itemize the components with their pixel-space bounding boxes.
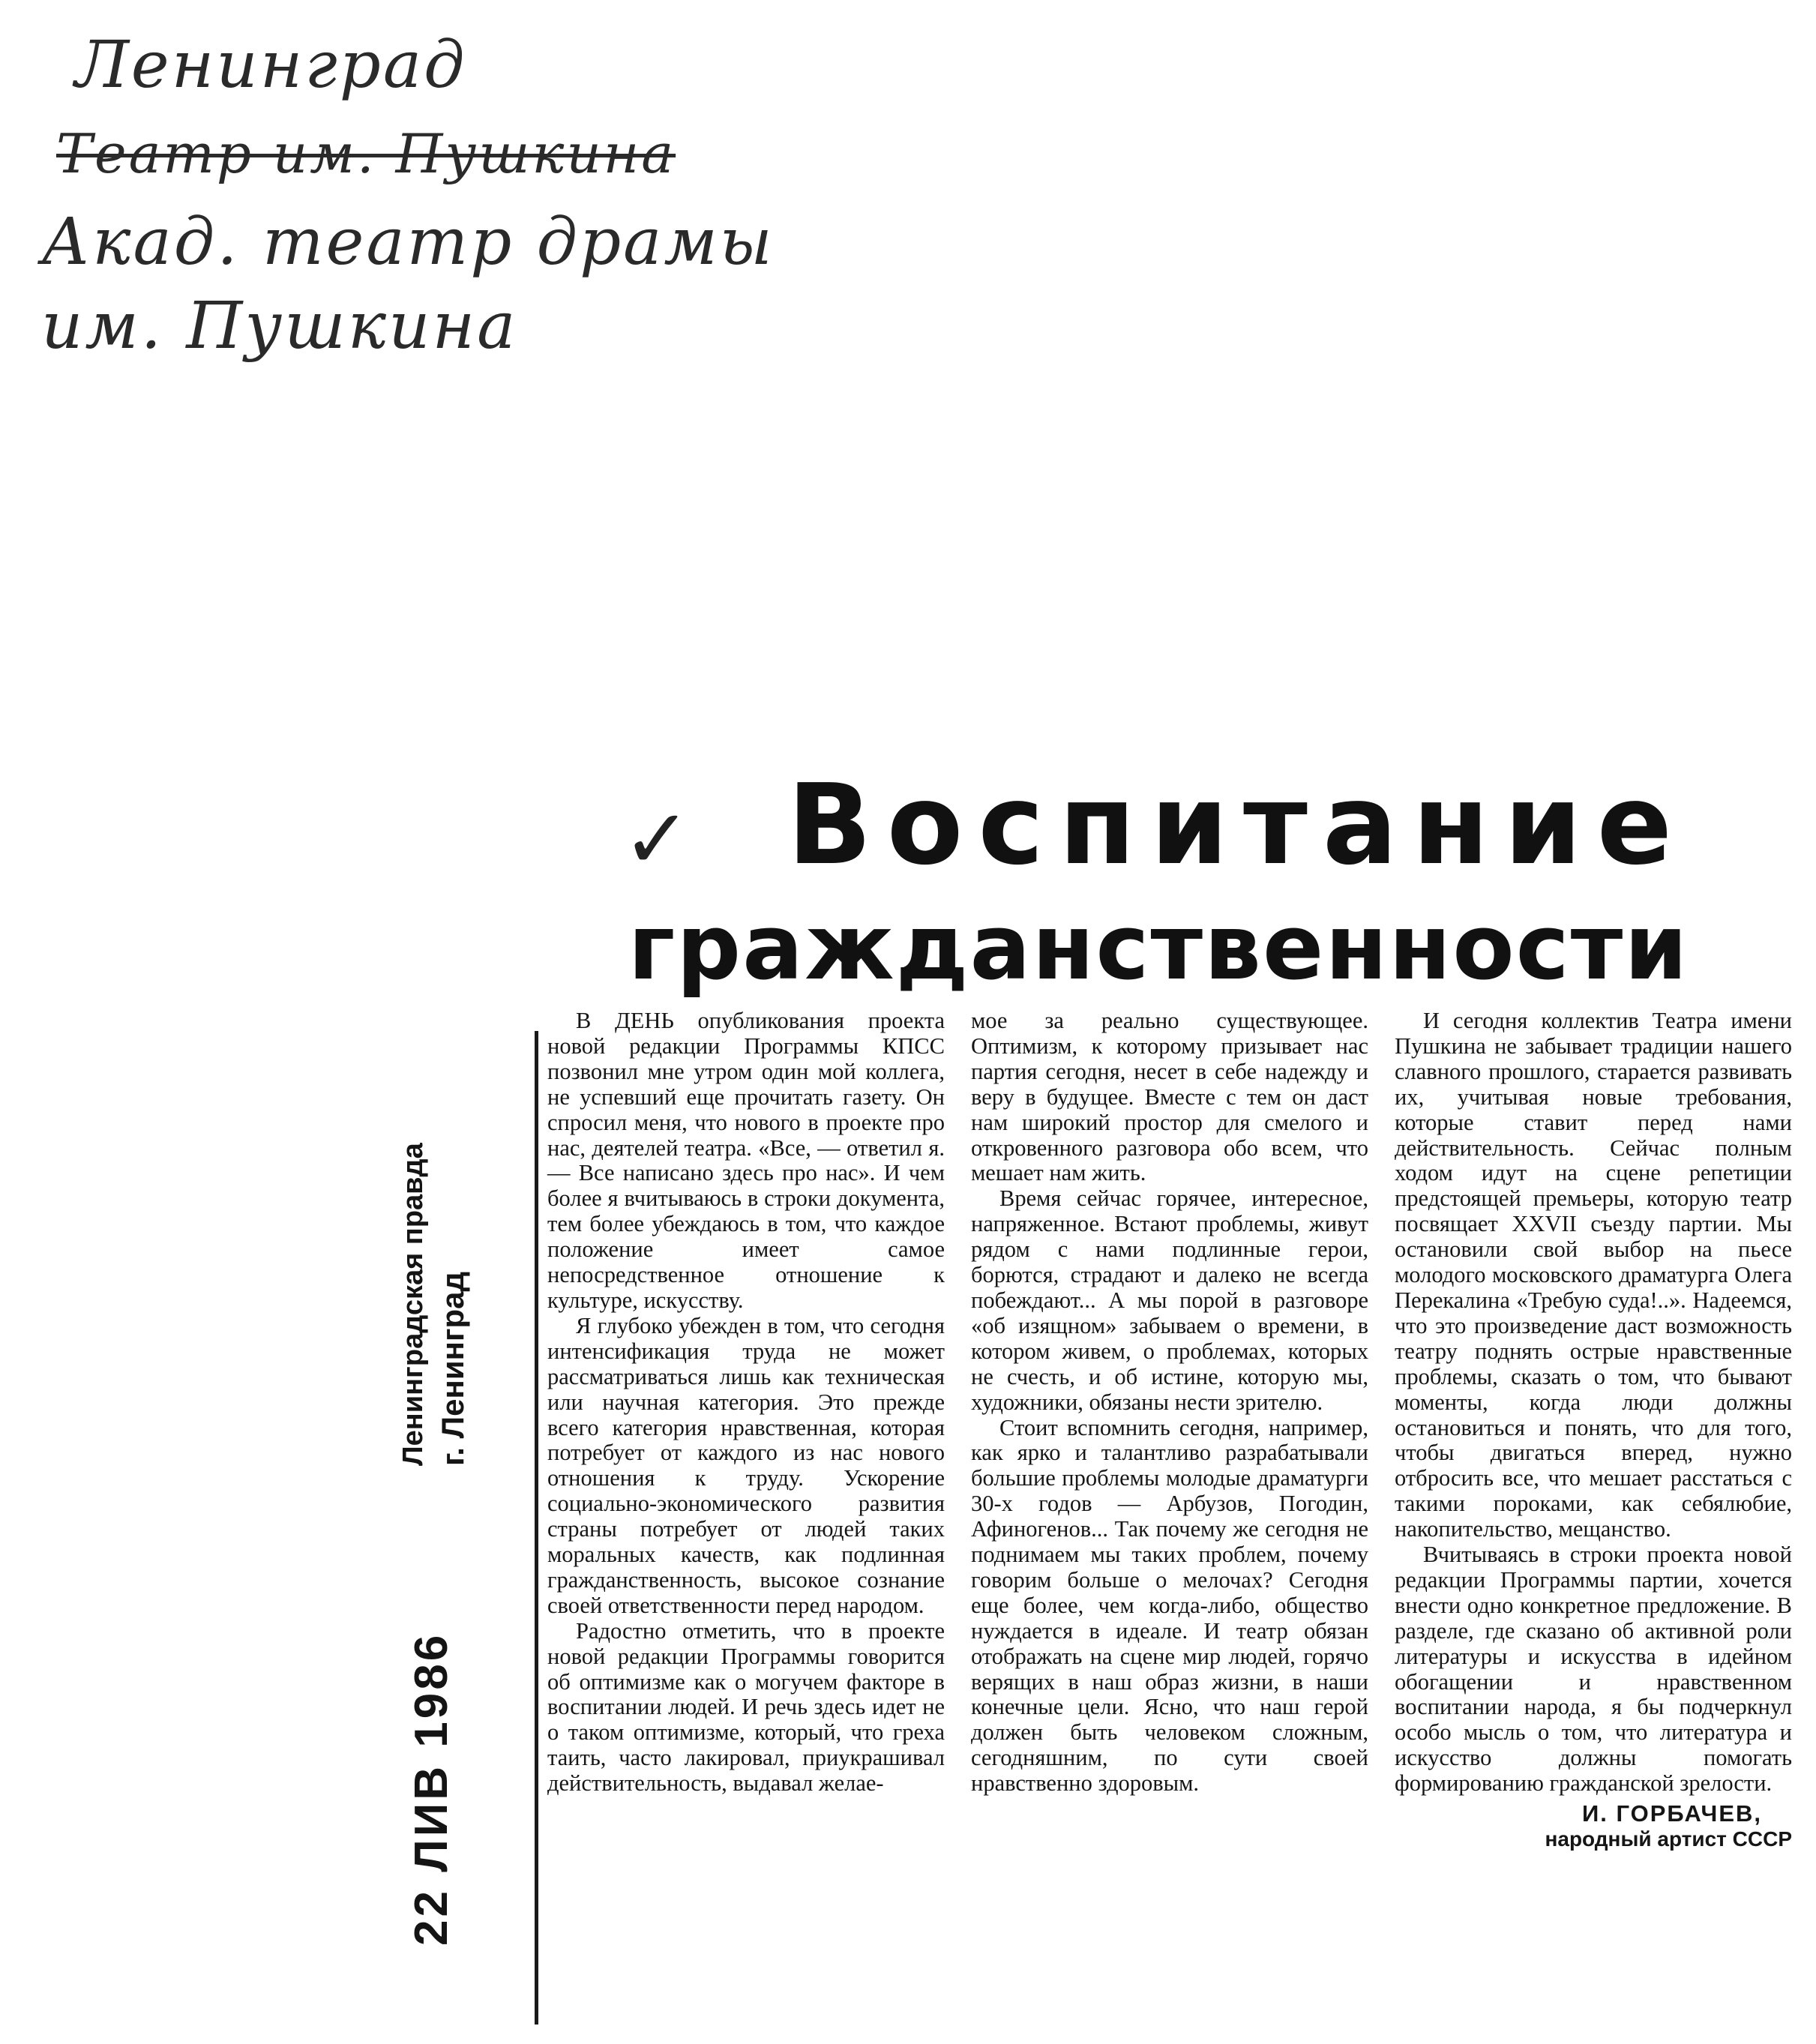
note-struck-line: Театр им. Пушкина: [56, 122, 676, 185]
paragraph: И сегодня коллектив Театра имени Пушкина не забывает традиции нашего славного прошлого, старается развивать их, учитывая новые требования, которые ставит перед нами действительность. Сейчас полным ходом идут на сцене репетиции предстоящей премьеры, которую театр посвящает XXVII съезду партии. Мы остановили свой выбор на пьесе молодого московского драматурга Олега Перекалина «Требую суда!..». Надеемся, что это произведение даст возможность театру поднять острые нравственные проблемы, сказать о том, что бывают моменты, когда люди должны остановиться и понять, что для того, чтобы двигаться вперед, нужно отбросить все, что мешает расстаться с такими пороками, как себялюбие, накопительство, мещанство.: [1395, 1008, 1792, 1542]
paragraph: мое за реально существующее. Оптимизм, к которому призывает нас партия сегодня, несет в себе надежду и веру в будущее. Вместе с тем он даст нам широкий простор для смелого и откровенного разговора обо всем, что мешает нам жить.: [971, 1008, 1368, 1186]
handwritten-archive-note: [41, 21, 775, 370]
article-column-2: [971, 1009, 1368, 1797]
column-rule: [535, 1031, 538, 2025]
stamp-date: 22 ЛИВ 1986: [406, 1632, 457, 1946]
paragraph: Время сейчас горячее, интересное, напряженное. Встают проблемы, живут рядом с нами подлинные герои, борются, страдают и далеко не всегда побеждают... А мы порой в разговоре «об изящном» забываем о времени, в котором живем, о проблемах, которых не счесть, и об истине, которую мы, художники, обязаны нести зрителю.: [971, 1185, 1368, 1415]
paragraph: Я глубоко убежден в том, что сегодня интенсификация труда не может рассматриваться лишь как техническая или научная категория. Это прежде всего категория нравственная, которая потребует от каждого из нас нового отношения к труду. Ускорение социально-экономического развития страны потребует от людей таких моральных качеств, как подлинная гражданственность, высокое сознание своей ответственности перед народом.: [547, 1312, 945, 1618]
article-body: [547, 1009, 1792, 2036]
article-column-3: [1395, 1009, 1792, 1852]
stamp-city: г. Ленинград: [435, 1271, 470, 1466]
clipping-date-stamp: [390, 1110, 510, 1957]
headline-line-1: Воспитание: [787, 760, 1688, 889]
note-city: Ленинград: [75, 28, 467, 103]
paragraph: Вчитываясь в строки проекта новой редакции Программы партии, хочется внести одно конкретное предложение. В разделе, где сказано об активной роли литературы и искусства в идейном обогащении и нравственном воспитании народа, я бы подчеркнул особо мысль о том, что литература и искусство должны помогать формированию гражданской зрелости.: [1395, 1542, 1792, 1797]
paragraph: Радостно отметить, что в проекте новой редакции Программы говорится об оптимизме как о могучем факторе в воспитании людей. И речь здесь идет не о таком оптимизме, который, что греха таить, часто лакировал, приукрашивал действительность, выдавал желае-: [547, 1617, 945, 1797]
author-signature: [1395, 1801, 1792, 1852]
author-name: И. ГОРБАЧЕВ,: [1581, 1800, 1762, 1827]
article-headline: [607, 757, 1725, 1005]
author-title: народный артист СССР: [1545, 1827, 1792, 1851]
paragraph: В ДЕНЬ опубликования проекта новой редакции Программы КПСС позвонил мне утром один мой коллега, не успевший еще прочитать газету. Он спросил меня, что нового в проекте про нас, деятелей театра. «Все, — ответил я. — Все написано здесь про нас». И чем более я вчитываюсь в строки документа, тем более убеждаюсь в том, что каждое положение имеет самое непосредственное отношение к культуре, искусству.: [547, 1008, 945, 1313]
headline-line-2: гражданственности: [628, 896, 1689, 1000]
article-column-1: [547, 1009, 945, 1797]
stamp-newspaper: Ленинградская правда: [397, 1143, 429, 1466]
checkmark-icon: ✓: [622, 791, 692, 887]
note-theatre-line: Акад. театр драмы: [41, 205, 775, 280]
note-name-line: им. Пушкина: [41, 289, 518, 364]
paragraph: Стоит вспомнить сегодня, например, как ярко и талантливо разрабатывали большие проблемы молодые драматурги 30-х годов — Арбузов, Погодин, Афиногенов... Так почему же сегодня не поднимаем мы таких проблем, почему говорим больше о мелочах? Сегодня еще более, чем когда-либо, общество нуждается в идеале. И театр обязан отображать на сцене мир людей, горячо верящих в наш образ жизни, в наши конечные цели. Ясно, что наш герой должен быть человеком сложным, сегодняшним, по сути своей нравственно здоровым.: [971, 1414, 1368, 1797]
